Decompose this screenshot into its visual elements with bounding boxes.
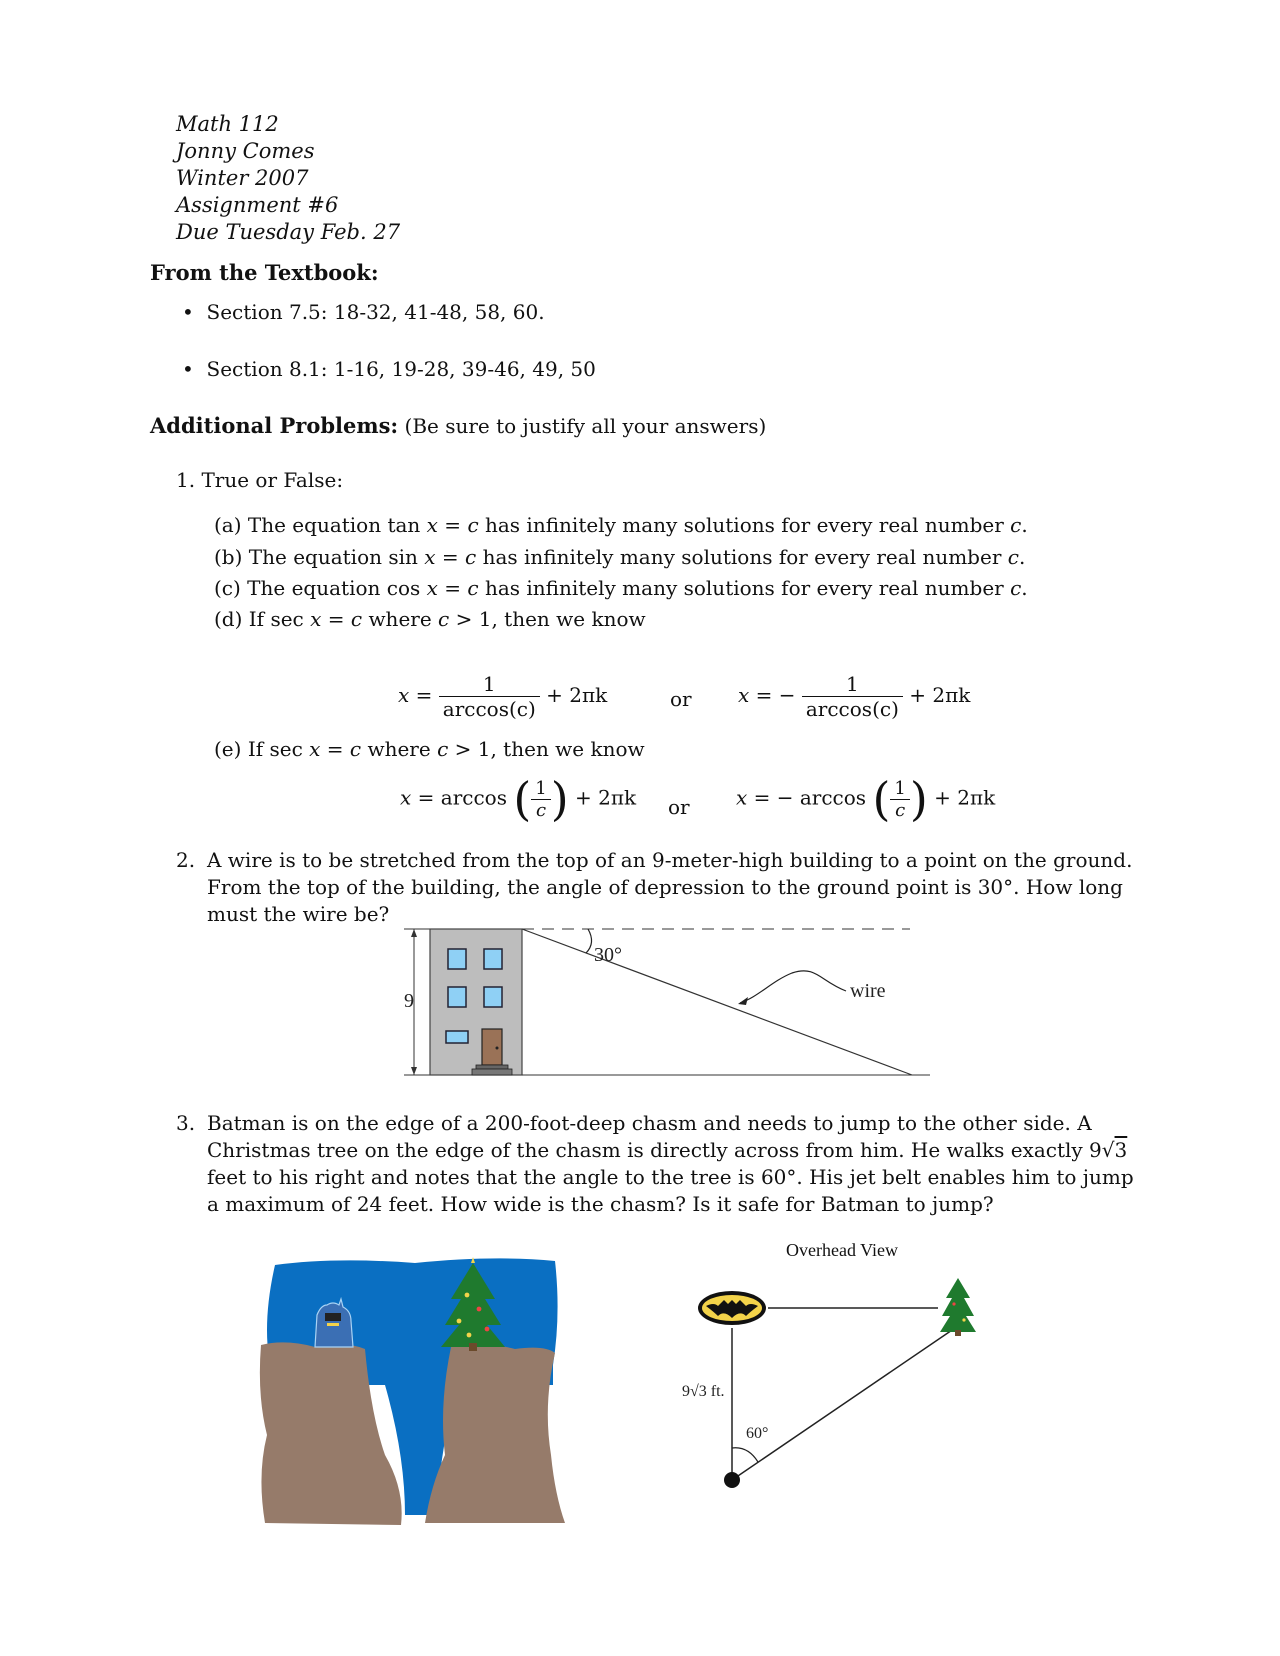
equation-d-right: x = − $\frac{1}{\arccos(c)}$ + 2πk	[738, 672, 971, 721]
fraction	[802, 672, 903, 721]
angle-arc	[586, 929, 592, 953]
problem-3-line-1: Batman is on the edge of a 200-foot-deep chasm and needs to jump to the other side. A	[207, 1111, 1092, 1135]
item-text: If sec	[248, 607, 304, 631]
problem-2-line-1: A wire is to be stretched from the top of an 9-meter-high building to a point on the ground.	[207, 848, 1133, 872]
item-text: has infinitely many solutions for every real number	[485, 513, 1004, 537]
assignment-title: Assignment #6	[176, 193, 339, 217]
problem-1b: (b) The equation sin x = c has infinitely many solutions for every real number c.	[214, 545, 1026, 569]
equation-d-left: x = $\frac{1}{\arccos(c)}$ + 2πk	[398, 672, 608, 721]
building-wire-figure	[390, 925, 950, 1085]
item-text: The equation sin	[248, 545, 418, 569]
item-text: , then we know	[491, 607, 646, 631]
arccos-text: arccos	[440, 785, 507, 810]
problem-1c: (c) The equation cos x = c has infinitely many solutions for every real number c.	[214, 576, 1028, 600]
term: + 2πk	[909, 683, 971, 707]
item-text: has infinitely many solutions for every real number	[482, 545, 1002, 569]
denominator: arccos(c)	[802, 696, 903, 721]
additional-heading: Additional Problems:	[150, 413, 399, 438]
overhead-view-title: Overhead View	[786, 1240, 899, 1260]
or-label: or	[668, 795, 690, 819]
numerator: 1	[846, 672, 859, 696]
term: + 2πk	[575, 785, 637, 810]
course-name: Math 112	[176, 112, 279, 136]
problem-3-line-3: feet to his right and notes that the angle to the tree is 60°. His jet belt enables him to jump	[207, 1165, 1134, 1189]
bullet-icon: •	[182, 357, 194, 381]
item-label: (b)	[214, 545, 243, 569]
problem-number: 1.	[176, 468, 196, 492]
textbook-heading: From the Textbook:	[150, 260, 379, 285]
item-label: (a)	[214, 513, 242, 537]
chasm-illustration	[255, 1255, 570, 1535]
item-text: The equation tan	[247, 513, 421, 537]
wire-line	[522, 929, 912, 1075]
item-label: (c)	[214, 576, 241, 600]
problem-3-line-4: a maximum of 24 feet. How wide is the chasm? Is it safe for Batman to jump?	[207, 1192, 994, 1216]
radicand: 3	[1114, 1138, 1128, 1162]
equation-e-right: x = − arccos ( $\frac{1}{c}$ ) + 2πk	[736, 772, 996, 826]
textbook-item-2	[182, 357, 596, 381]
item-text: where	[368, 607, 432, 631]
problem-title: True or False:	[201, 468, 344, 492]
or-label: or	[670, 687, 692, 711]
item-text: , then we know	[490, 737, 645, 761]
textbook-item-text: Section 8.1: 1-16, 19-28, 39-46, 49, 50	[206, 357, 596, 381]
problem-2-number: 2.	[176, 848, 196, 872]
term: + 2πk	[546, 683, 608, 707]
angle-label: 30°	[594, 944, 622, 966]
arrowhead-icon	[738, 997, 748, 1005]
item-text: where	[367, 737, 431, 761]
arrowhead-icon	[411, 929, 417, 937]
additional-heading-line	[150, 413, 766, 438]
problem-1d: (d) If sec x = c where c > 1, then we know	[214, 607, 646, 631]
problem-1-title	[176, 468, 343, 492]
instructor-name: Jonny Comes	[176, 139, 315, 163]
window	[446, 1031, 468, 1043]
problem-2-line-2: From the top of the building, the angle of depression to the ground point is 30°. How long	[207, 875, 1123, 899]
problem-1a: (a) The equation tan x = c has infinitely many solutions for every real number c.	[214, 513, 1028, 537]
additional-note: (Be sure to justify all your answers)	[404, 414, 767, 438]
batman-position-dot	[724, 1472, 740, 1488]
tree-icon	[940, 1278, 976, 1336]
equation-e-left: x = arccos ( $\frac{1}{c}$ ) + 2πk	[400, 772, 637, 826]
due-date: Due Tuesday Feb. 27	[176, 220, 401, 244]
door	[482, 1029, 502, 1065]
problem-1e: (e) If sec x = c where c > 1, then we know	[214, 737, 645, 761]
problem-3-number: 3.	[176, 1111, 196, 1135]
term: + 2πk	[934, 785, 996, 810]
item-text: has infinitely many solutions for every real number	[484, 576, 1004, 600]
arccos-text: arccos	[799, 785, 867, 810]
wire-label: wire	[850, 980, 886, 1002]
problem-3-line-2	[207, 1138, 1127, 1162]
window	[484, 949, 502, 969]
numerator: 1	[482, 672, 496, 696]
text: Christmas tree on the edge of the chasm is directly across from him. He walks exactly 9	[207, 1138, 1102, 1162]
distance-label: 9√3 ft.	[682, 1383, 725, 1400]
item-label: (d)	[214, 607, 243, 631]
term: Winter 2007	[176, 166, 309, 190]
window	[484, 987, 502, 1007]
step	[476, 1065, 508, 1069]
overhead-diagram	[670, 1260, 1010, 1520]
bullet-icon: •	[182, 300, 194, 324]
arrowhead-icon	[411, 1067, 417, 1075]
angle-label: 60°	[746, 1425, 769, 1442]
angle-arc	[732, 1448, 758, 1462]
building	[430, 929, 522, 1075]
item-label: (e)	[214, 737, 242, 761]
height-label: 9	[404, 990, 414, 1012]
problem-2-line-3: must the wire be?	[207, 902, 390, 926]
item-text: If sec	[247, 737, 303, 761]
sight-line	[732, 1326, 958, 1480]
denominator: arccos(c)	[439, 696, 540, 721]
textbook-item-1	[182, 300, 545, 324]
bat-symbol-icon	[698, 1291, 766, 1325]
sqrt-icon: √	[1101, 1138, 1115, 1162]
callout-curve	[740, 971, 846, 1003]
fraction	[439, 672, 540, 721]
step	[472, 1069, 512, 1075]
window	[448, 949, 466, 969]
textbook-item-text: Section 7.5: 18-32, 41-48, 58, 60.	[206, 300, 545, 324]
window	[448, 987, 466, 1007]
item-text: The equation cos	[247, 576, 421, 600]
